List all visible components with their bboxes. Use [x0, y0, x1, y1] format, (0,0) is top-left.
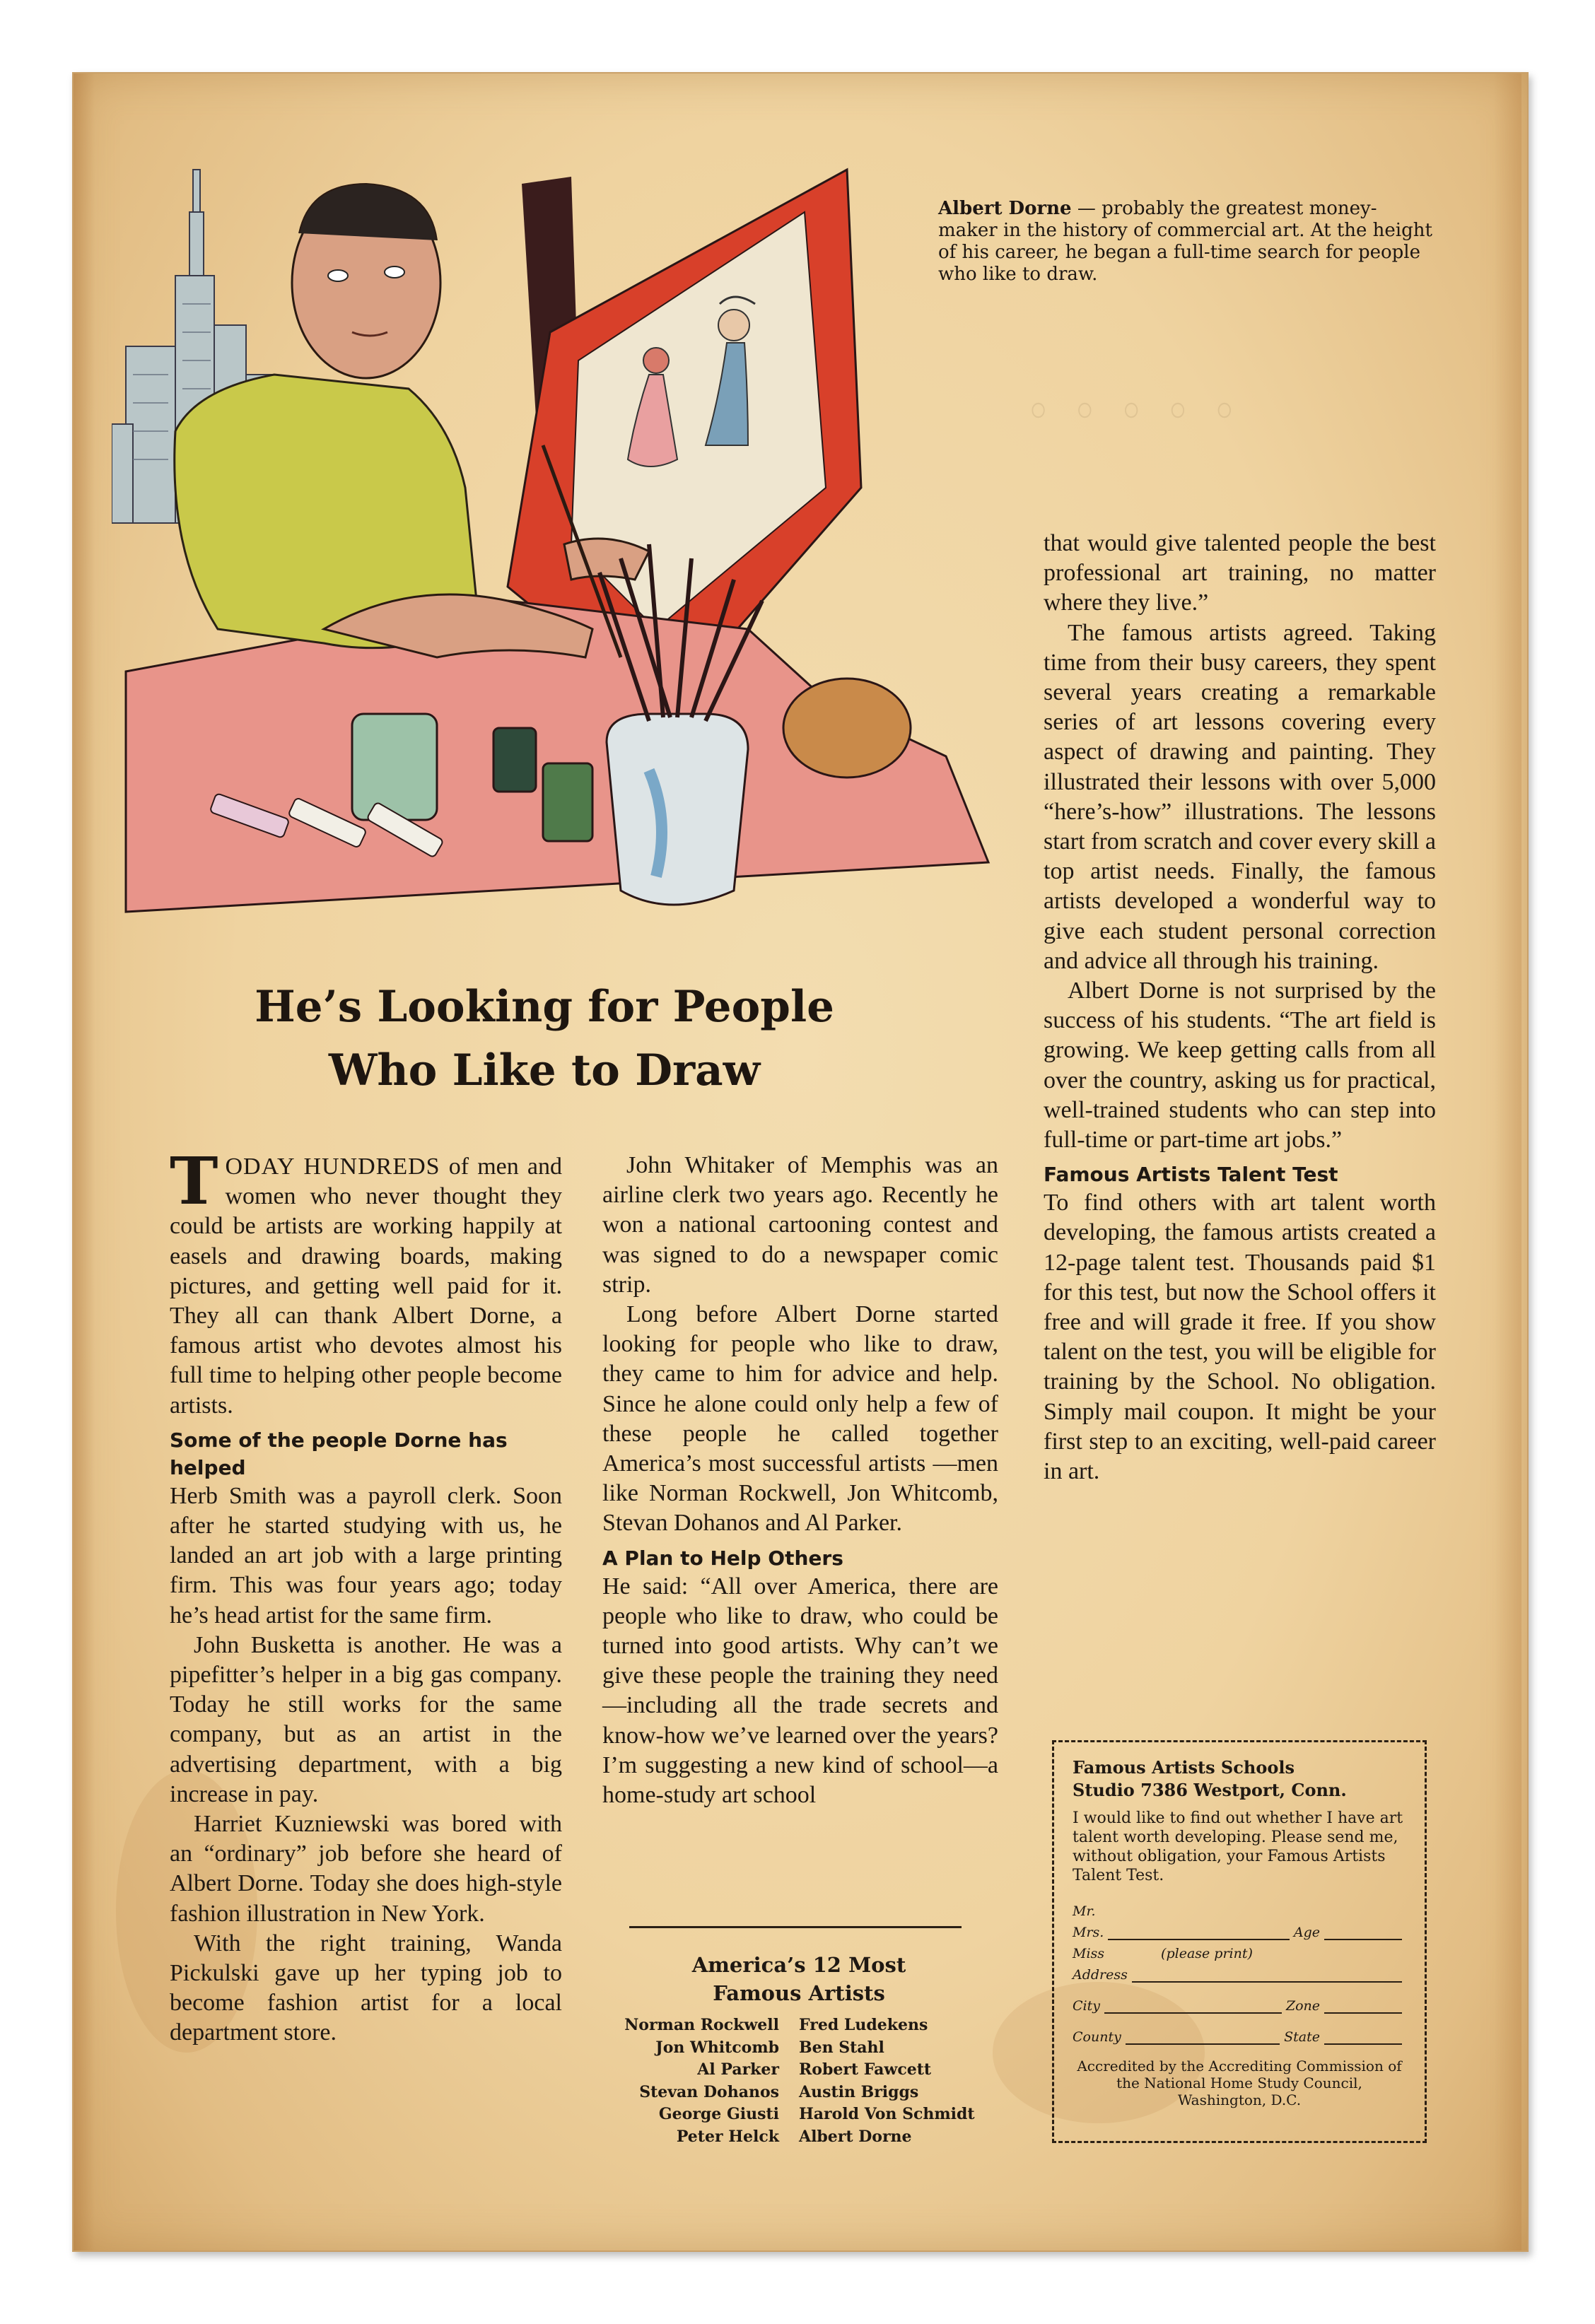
headline-line-1: He’s Looking for People: [255, 982, 834, 1032]
coupon-title-line-2: Studio 7386 Westport, Conn.: [1073, 1780, 1347, 1800]
paragraph-text: of men and women who never thought they could be artists are working happily at easels and drawing boards, making pictures, and getting well paid for it. They all can thank Albert Dorne, a famous artist who devotes almost his full time to helping other people become artists.: [170, 1154, 562, 1419]
coupon-title-line-1: Famous Artists Schools: [1073, 1757, 1295, 1778]
artist-name: Albert Dorne: [799, 2127, 912, 2146]
name-field[interactable]: [1108, 1926, 1290, 1940]
label-address: Address: [1073, 1967, 1128, 1983]
please-print-hint: (please print): [1161, 1946, 1253, 1961]
artist-name: Fred Ludekens: [799, 2016, 928, 2034]
article-column-2: [602, 1151, 998, 1810]
form-row-address: [1073, 1961, 1406, 1983]
artist-name: Stevan Dohanos: [639, 2082, 779, 2101]
article-paragraph: Herb Smith was a payroll clerk. Soon after he started studying with us, he landed an art job with a large printing firm. This was four years ago; today he’s head artist for the same firm.: [170, 1482, 562, 1628]
page-spine-shading: [74, 74, 95, 2250]
lead-smallcaps: ODAY HUNDREDS: [225, 1154, 440, 1180]
famous-artists-title: [587, 1951, 1011, 2007]
subhead: Some of the people Dorne has helped: [170, 1428, 508, 1479]
article-paragraph: Harriet Kuzniewski was bored with an “ordinary” job before she heard of Albert Dorne. Today she does high-style fashion illustration in New York.: [170, 1811, 562, 1927]
bleed-through-text: ◦ ◦ ◦ ◦ ◦: [1025, 382, 1240, 442]
form-row-miss: [1073, 1940, 1406, 1961]
coupon-body: I would like to find out whether I have art talent worth developing. Please send me, without obligation, your Famous Artists Talent Test.: [1073, 1809, 1403, 1884]
article-paragraph: To find others with art talent worth developing, the famous artists created a 12-page talent test. Thousands paid $1 for this test, but now the School offers it free and will grade it free. If you show talent on the test, you will be eligible for training by the School. No obligation. Simply mail coupon. It might be your first step to an exciting, well-paid career in art.: [1044, 1190, 1436, 1485]
article-paragraph: that would give talented people the best professional art training, no matter where they live.”: [1044, 530, 1436, 616]
caption-name: Albert Dorne: [938, 198, 1072, 219]
caption-text: — probably the greatest money-maker in the history of commercial art. At the height of his career, he began a full-time search for people who like to draw.: [938, 198, 1432, 285]
headline-line-2: Who Like to Draw: [328, 1045, 761, 1096]
age-field[interactable]: [1324, 1926, 1402, 1940]
divider-rule: [629, 1926, 962, 1928]
brush-vase: [607, 714, 748, 905]
artist-illustration: [112, 92, 1010, 933]
illustration-caption: [938, 198, 1433, 286]
artist-names-grid: [587, 2014, 1011, 2148]
form-row-city: [1073, 1993, 1406, 2014]
article-paragraph: Albert Dorne is not surprised by the success of his students. “The art field is growing. We keep getting calls from all over the country, asking us for practical, well-trained students who can step into full-time or part-time art jobs.”: [1044, 978, 1436, 1154]
artist-name: Ben Stahl: [799, 2038, 884, 2057]
artist-name: Peter Helck: [676, 2127, 779, 2146]
label-county: County: [1073, 2029, 1121, 2045]
article-paragraph: [170, 1143, 562, 1421]
form-row-county: [1073, 2024, 1406, 2045]
label-zone: Zone: [1285, 1998, 1320, 2014]
article-paragraph: John Whitaker of Memphis was an airline clerk two years ago. Recently he won a national cartooning contest and was signed to do a newspaper comic strip.: [602, 1152, 998, 1298]
coupon-form: [1073, 1898, 1406, 2045]
article-paragraph: The famous artists agreed. Taking time from their busy careers, they spent several years creating a remarkable series of art lessons covering every aspect of drawing and painting. They illustrated their lessons with over 5,000 “here’s-how” illustrations. The lessons start from scratch and cover every skill a top artist needs. Finally, the famous artists developed a wonderful way to give each student personal correction and advice all through his training.: [1044, 619, 1436, 974]
artist-name: George Giusti: [658, 2105, 779, 2123]
famous-title-line-1: America’s 12 Most: [691, 1953, 906, 1977]
article-paragraph: Long before Albert Dorne started looking for people who like to draw, they came to him for advice and help. Since he alone could only help a few of these people he called together America’s most successful artists —men like Norman Rockwell, Jon Whitcomb, Stevan Dohanos and Al Parker.: [602, 1301, 998, 1537]
accreditation-note: Accredited by the Accrediting Commission of the National Home Study Council, Washington, D.C.: [1077, 2058, 1402, 2108]
page-edge-shading: [1493, 74, 1521, 2250]
artist-name: Austin Briggs: [799, 2082, 919, 2101]
state-field[interactable]: [1324, 2031, 1402, 2045]
drop-cap: T: [170, 1143, 218, 1219]
coupon-title: [1073, 1756, 1406, 1802]
subhead: A Plan to Help Others: [602, 1546, 843, 1570]
article-paragraph: He said: “All over America, there are people who like to draw, who could be turned into good artists. Why can’t we give these people the training they need—including all the trade secrets and know-how we’ve learned over the years? I’m suggesting a new kind of school—a home-study art school: [602, 1573, 998, 1809]
artist-name: Al Parker: [697, 2060, 779, 2079]
artist-name: Norman Rockwell: [624, 2016, 779, 2034]
article-paragraph: With the right training, Wanda Pickulski gave up her typing job to become fashion artist for a local department store.: [170, 1930, 562, 2046]
article-paragraph: John Busketta is another. He was a pipefitter’s helper in a big gas company. Today he still works for the same company, but as an artist in the advertising department, with a big increase in pay.: [170, 1631, 562, 1807]
label-mrs: Mrs.: [1073, 1925, 1104, 1940]
article-column-1: [170, 1143, 562, 2048]
address-field[interactable]: [1132, 1968, 1402, 1983]
label-state: State: [1284, 2029, 1320, 2045]
artist-name: Jon Whitcomb: [655, 2038, 779, 2057]
article-column-3: [1044, 529, 1436, 1486]
famous-artists-list: [587, 1951, 1011, 2148]
county-field[interactable]: [1126, 2031, 1280, 2045]
form-row-name: [1073, 1919, 1406, 1940]
label-city: City: [1073, 1998, 1100, 2014]
label-mr: Mr.: [1073, 1903, 1096, 1919]
page-headline: [163, 975, 926, 1103]
artist-name: Robert Fawcett: [799, 2060, 932, 2079]
label-miss: Miss: [1073, 1946, 1105, 1961]
label-age: Age: [1293, 1925, 1320, 1940]
famous-title-line-2: Famous Artists: [713, 1981, 885, 2005]
form-row-salutation: [1073, 1898, 1406, 1919]
subhead: Famous Artists Talent Test: [1044, 1163, 1338, 1187]
zone-field[interactable]: [1324, 2000, 1402, 2014]
city-field[interactable]: [1104, 2000, 1282, 2014]
artist-name: Harold Von Schmidt: [799, 2105, 975, 2123]
mail-coupon[interactable]: [1052, 1740, 1427, 2143]
